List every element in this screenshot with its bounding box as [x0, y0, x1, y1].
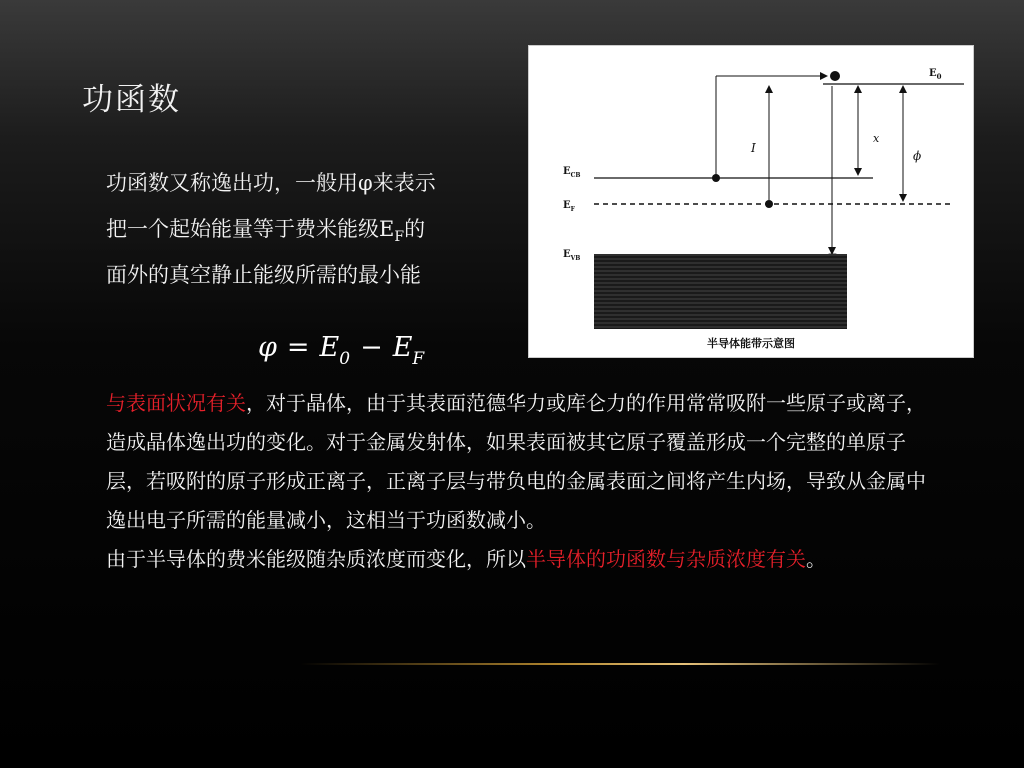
paragraph-2-text: 由于半导体的费米能级随杂质浓度而变化，所以: [106, 547, 526, 571]
evb-label: $E_{VB}$: [563, 249, 581, 262]
paragraph-1-highlight: 与表面状况有关: [106, 391, 246, 415]
label-phi: ϕ: [913, 149, 922, 163]
work-function-formula: [258, 332, 424, 369]
formula-minus: −: [360, 332, 383, 363]
paragraph-1: [106, 384, 926, 540]
formula-e0: E: [319, 332, 340, 363]
band-diagram-figure: [528, 45, 974, 358]
band-diagram-svg: [529, 46, 973, 357]
paragraph-2: [106, 540, 926, 579]
formula-ef-sub: F: [412, 349, 425, 369]
intro-line-2: [106, 206, 546, 252]
label-I: I: [751, 141, 756, 155]
ecb-label: $E_{CB}$: [563, 166, 581, 179]
electron-e0: [830, 71, 840, 81]
formula-phi: φ: [258, 332, 277, 363]
valence-band: [594, 254, 847, 329]
paragraph-1-text: ，对于晶体，由于其表面范德华力或库仑力的作用常常吸附一些原子或离子，造成晶体逸出功的变化。对于金属发射体，如果表面被其它原子覆盖形成一个完整的单原子层，若吸附的原子形成正离子，正离子层与带负电的金属表面之间将产生内场，导致从金属中逸出电子所需的能量减小，这相当于功函数减小。: [106, 391, 926, 532]
formula-e0-sub: 0: [339, 349, 351, 369]
e0-label: $E_0$: [929, 68, 942, 81]
ef-subscript: F: [394, 229, 405, 245]
ef-label: $E_F$: [563, 200, 575, 213]
figure-caption: 半导体能带示意图: [707, 337, 795, 350]
electron-ecb: [712, 174, 720, 182]
intro-text: [106, 160, 546, 298]
electron-ef: [765, 200, 773, 208]
formula-ef: E: [392, 332, 413, 363]
formula-equals: =: [286, 332, 310, 363]
label-x: x: [873, 132, 880, 145]
body-text: [106, 384, 926, 579]
slide-title: 功函数: [82, 82, 181, 118]
decorative-divider: [300, 663, 940, 665]
intro-line-2-text: 把一个起始能量等于费米能级E: [106, 217, 395, 241]
paragraph-2-highlight: 半导体的功函数与杂质浓度有关: [526, 547, 806, 571]
paragraph-2-end: 。: [806, 547, 826, 571]
intro-line-2-tail: 的: [404, 217, 426, 241]
intro-line-3: 面外的真空静止能级所需的最小能: [106, 263, 421, 287]
intro-line-1: 功函数又称逸出功，一般用φ来表示: [106, 171, 436, 195]
